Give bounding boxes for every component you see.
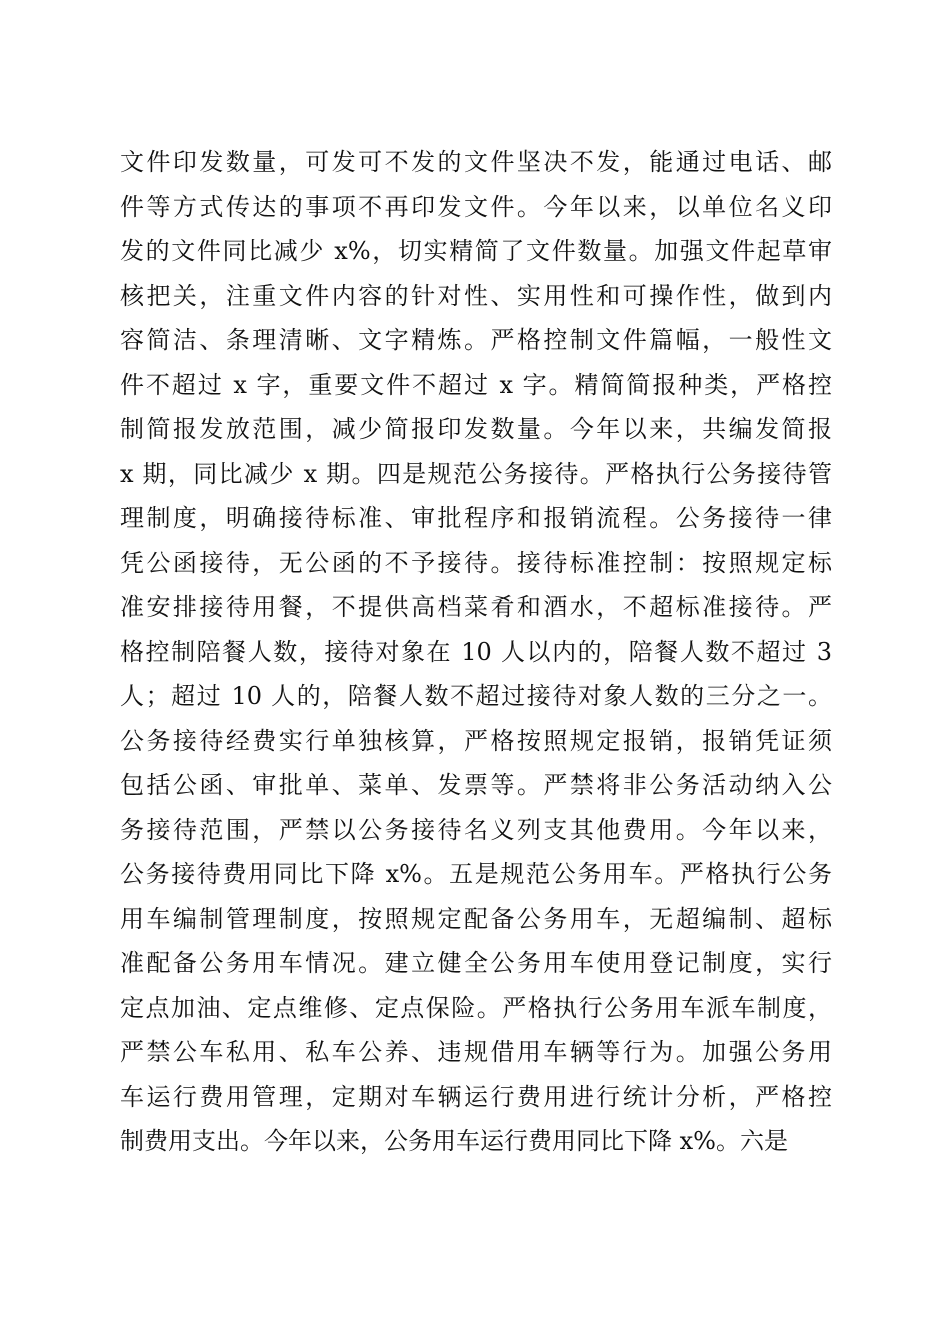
text-line: 核把关，注重文件内容的针对性、实用性和可操作性，做到内 [120,281,832,310]
text-line: 用车编制管理制度，按照规定配备公务用车，无超编制、超标 [120,904,832,933]
text-line: 车运行费用管理，定期对车辆运行费用进行统计分析，严格控 [120,1082,832,1111]
text-line: 制费用支出。今年以来，公务用车运行费用同比下降 x%。六是 [120,1127,788,1155]
text-line: 严禁公车私用、私车公养、违规借用车辆等行为。加强公务用 [120,1038,832,1066]
text-line: 准配备公务用车情况。建立健全公务用车使用登记制度，实行 [120,949,832,977]
text-line: 准安排接待用餐，不提供高档菜肴和酒水，不超标准接待。严 [120,593,832,621]
text-line: 件等方式传达的事项不再印发文件。今年以来，以单位名义印 [120,192,832,221]
text-line: 定点加油、定点维修、定点保险。严格执行公务用车派车制度， [120,993,832,1022]
text-line: 发的文件同比减少 x%，切实精简了文件数量。加强文件起草审 [120,237,832,265]
text-line: 公务接待经费实行单独核算，严格按照规定报销，报销凭证须 [120,726,832,755]
text-line: x 期，同比减少 x 期。四是规范公务接待。严格执行公务接待管 [120,459,832,488]
text-line: 容简洁、条理清晰、文字精炼。严格控制文件篇幅，一般性文 [120,326,832,354]
body-text [120,140,832,1164]
text-line: 公务接待费用同比下降 x%。五是规范公务用车。严格执行公务 [120,860,832,888]
text-line: 务接待范围，严禁以公务接待名义列支其他费用。今年以来， [120,815,832,844]
text-line: 包括公函、审批单、菜单、发票等。严禁将非公务活动纳入公 [120,771,832,799]
text-line: 格控制陪餐人数，接待对象在 10 人以内的，陪餐人数不超过 3 [120,637,832,666]
text-line: 制简报发放范围，减少简报印发数量。今年以来，共编发简报 [120,415,832,443]
text-line: 凭公函接待，无公函的不予接待。接待标准控制：按照规定标 [120,548,832,577]
text-line: 人；超过 10 人的，陪餐人数不超过接待对象人数的三分之一。 [120,682,832,710]
text-line: 件不超过 x 字，重要文件不超过 x 字。精简简报种类，严格控 [120,370,832,399]
text-line: 文件印发数量，可发可不发的文件坚决不发，能通过电话、邮 [120,148,832,176]
text-line: 理制度，明确接待标准、审批程序和报销流程。公务接待一律 [120,504,832,532]
